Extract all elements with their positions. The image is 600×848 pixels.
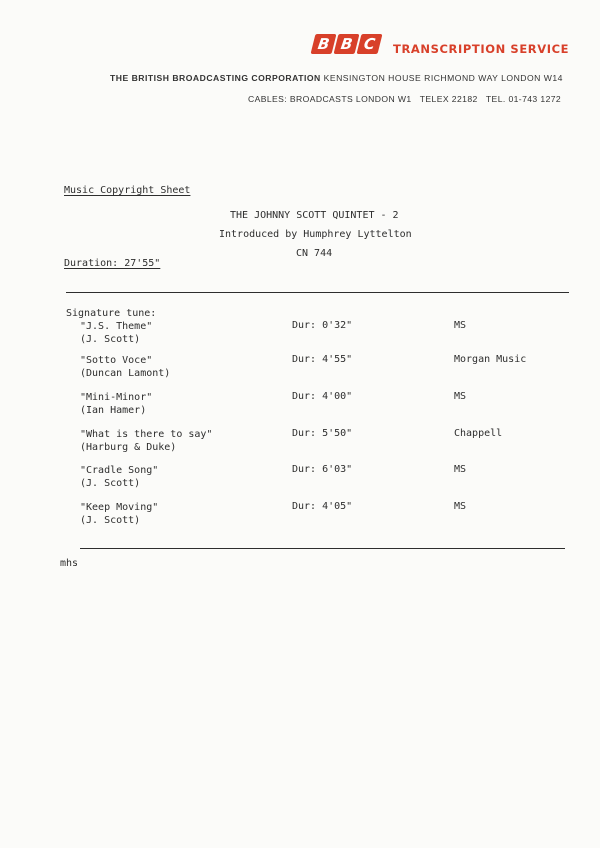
item-publisher: MS <box>454 320 467 331</box>
item-title: "Mini-Minor" <box>80 392 153 403</box>
organisation-name: THE BRITISH BROADCASTING CORPORATION <box>110 73 321 83</box>
total-duration: Duration: 27'55" <box>64 258 161 269</box>
item-title: "Sotto Voce" <box>80 355 153 366</box>
contact-line <box>248 94 561 104</box>
telex: TELEX 22182 <box>419 94 478 104</box>
reference-number: CN 744 <box>296 248 333 259</box>
item-title: "What is there to say" <box>80 429 213 440</box>
item-duration: Dur: 4'05" <box>292 501 353 512</box>
item-publisher: Chappell <box>454 428 503 439</box>
address: KENSINGTON HOUSE RICHMOND WAY LONDON W14 <box>323 73 563 83</box>
introduced-by: Introduced by Humphrey Lyttelton <box>219 229 412 240</box>
bbc-logo <box>313 34 380 54</box>
bottom-rule <box>80 548 565 549</box>
item-publisher: MS <box>454 464 467 475</box>
top-rule <box>66 292 569 293</box>
cables: CABLES: BROADCASTS LONDON W1 <box>248 94 412 104</box>
logo-letter: B <box>316 35 331 53</box>
item-duration: Dur: 5'50" <box>292 428 353 439</box>
item-duration: Dur: 6'03" <box>292 464 353 475</box>
sheet-heading: Music Copyright Sheet <box>64 185 191 196</box>
signature-label: Signature tune: <box>66 308 157 319</box>
item-publisher: MS <box>454 501 467 512</box>
item-composer: (J. Scott) <box>80 478 141 489</box>
item-publisher: MS <box>454 391 467 402</box>
item-composer: (Harburg & Duke) <box>80 442 177 453</box>
item-title: "Keep Moving" <box>80 502 159 513</box>
logo-letter: C <box>362 35 377 53</box>
programme-title: THE JOHNNY SCOTT QUINTET - 2 <box>230 210 399 221</box>
typist-initials: mhs <box>60 558 79 569</box>
item-duration: Dur: 4'55" <box>292 354 353 365</box>
service-name: TRANSCRIPTION SERVICE <box>393 42 570 56</box>
item-composer: (J. Scott) <box>80 515 141 526</box>
logo-letter: B <box>339 35 354 53</box>
item-composer: (Ian Hamer) <box>80 405 147 416</box>
item-composer: (J. Scott) <box>80 334 141 345</box>
item-title: "Cradle Song" <box>80 465 159 476</box>
item-title: "J.S. Theme" <box>80 321 153 332</box>
telephone: TEL. 01-743 1272 <box>485 94 562 104</box>
organisation-address <box>110 73 563 83</box>
item-duration: Dur: 0'32" <box>292 320 353 331</box>
item-composer: (Duncan Lamont) <box>80 368 171 379</box>
item-duration: Dur: 4'00" <box>292 391 353 402</box>
item-publisher: Morgan Music <box>454 354 527 365</box>
